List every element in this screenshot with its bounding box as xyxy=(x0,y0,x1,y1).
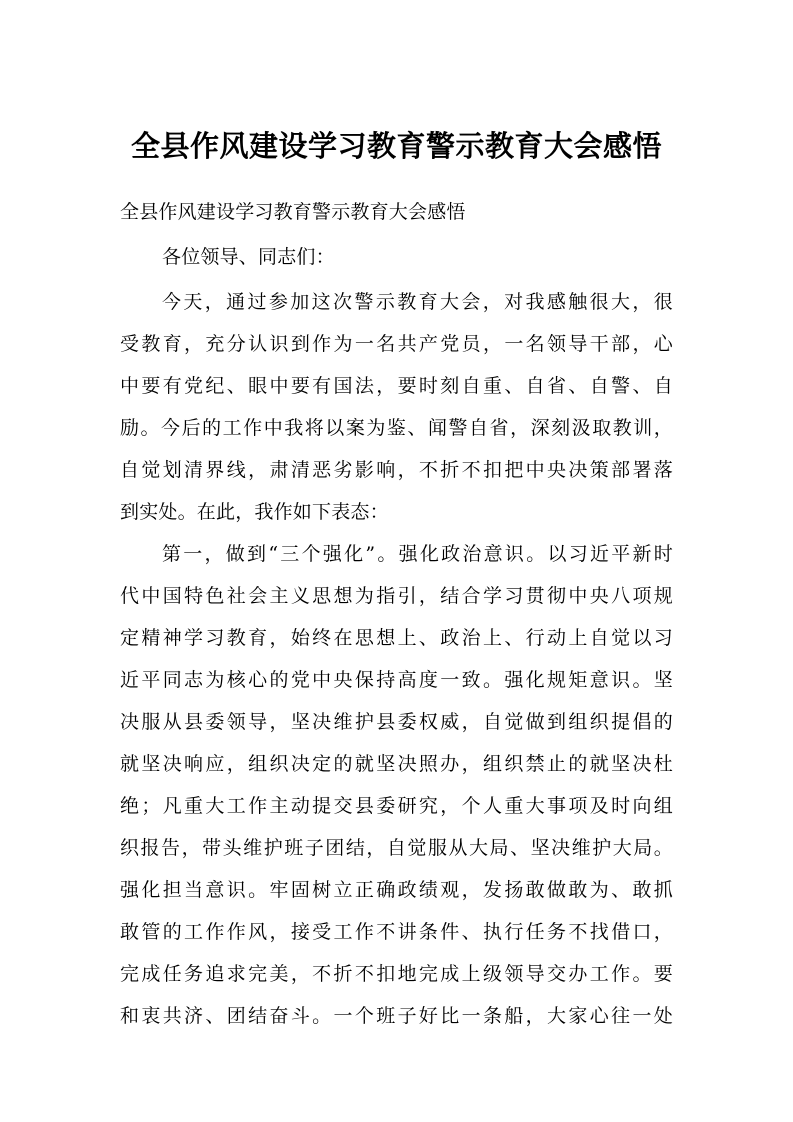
paragraph-line: 今天，通过参加这次警示教育大会，对我感触很大，很 xyxy=(162,291,673,313)
paragraph-line: 受教育，充分认识到作为一名共产党员，一名领导干部，心 xyxy=(120,333,673,355)
paragraph-line: 代中国特色社会主义思想为指引，结合学习贯彻中央八项规 xyxy=(120,585,673,607)
paragraph-line: 完成任务追求完美，不折不扣地完成上级领导交办工作。要 xyxy=(120,963,673,985)
paragraph-line: 中要有党纪、眼中要有国法，要时刻自重、自省、自警、自 xyxy=(120,375,673,397)
subtitle-line: 全县作风建设学习教育警示教育大会感悟 xyxy=(120,201,466,223)
document-body xyxy=(120,191,673,1037)
paragraph-line: 到实处。在此，我作如下表态： xyxy=(120,501,389,523)
paragraph-line: 自觉划清界线，肃清恶劣影响，不折不扣把中央决策部署落 xyxy=(120,459,673,481)
paragraph-line: 绝；凡重大工作主动提交县委研究，个人重大事项及时向组 xyxy=(120,795,673,817)
paragraph-line: 织报告，带头维护班子团结，自觉服从大局、坚决维护大局。 xyxy=(120,837,673,859)
paragraph-line: 敢管的工作作风，接受工作不讲条件、执行任务不找借口， xyxy=(120,921,673,943)
paragraph-line: 定精神学习教育，始终在思想上、政治上、行动上自觉以习 xyxy=(120,627,673,649)
paragraph-line: 强化担当意识。牢固树立正确政绩观，发扬敢做敢为、敢抓 xyxy=(120,879,673,901)
paragraph-line: 决服从县委领导，坚决维护县委权威，自觉做到组织提倡的 xyxy=(120,711,673,733)
paragraph-line: 励。今后的工作中我将以案为鉴、闻警自省，深刻汲取教训， xyxy=(120,417,673,439)
salutation-line: 各位领导、同志们： xyxy=(162,246,335,268)
document-title: 全县作风建设学习教育警示教育大会感悟 xyxy=(130,129,662,163)
paragraph-line: 第一，做到“三个强化”。强化政治意识。以习近平新时 xyxy=(162,543,673,565)
paragraph-line: 近平同志为核心的党中央保持高度一致。强化规矩意识。坚 xyxy=(120,669,673,691)
paragraph-line: 和衷共济、团结奋斗。一个班子好比一条船，大家心往一处 xyxy=(120,1005,673,1027)
paragraph-line: 就坚决响应，组织决定的就坚决照办，组织禁止的就坚决杜 xyxy=(120,753,673,775)
